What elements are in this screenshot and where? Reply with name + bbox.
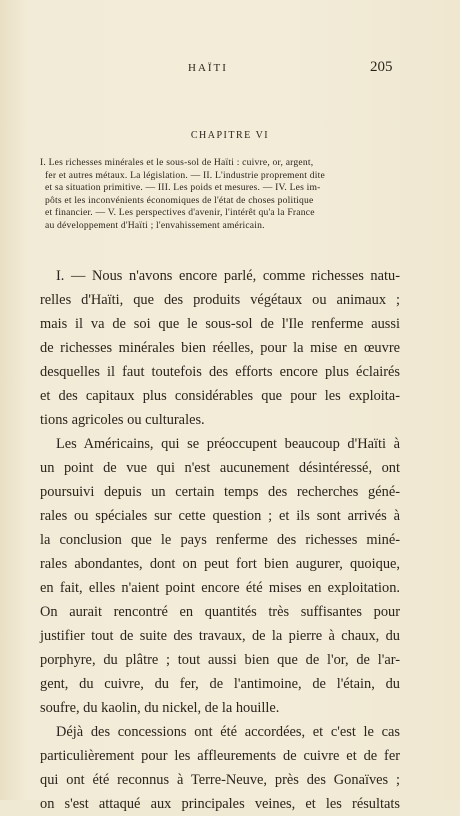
- body-line: Déjà des concessions ont été accordées, et c'est le cas: [56, 724, 400, 740]
- body-line: qui ont été reconnus à Terre-Neuve, près des Gonaïves ;: [40, 772, 400, 788]
- body-line: rales abondantes, dont on peut fort bien augurer, quoique,: [40, 556, 400, 572]
- body-line: desquelles il faut toutefois des efforts encore plus éclairés: [40, 364, 400, 380]
- running-title: HAÏTI: [188, 62, 228, 74]
- paragraph-3: [40, 720, 400, 816]
- paragraph-1: [40, 264, 400, 432]
- body-line: de richesses minérales bien réelles, pour la mise en œuvre: [40, 340, 400, 356]
- paragraph-2: [40, 432, 400, 720]
- body-line: justifier tout de suite des travaux, de la pierre à chaux, du: [40, 628, 400, 644]
- body-line: un point de vue qui n'est aucunement désintéressé, ont: [40, 460, 400, 476]
- body-line: Les Américains, qui se préoccupent beaucoup d'Haïti à: [56, 436, 400, 452]
- summary-line: et financier. — V. Les perspectives d'avenir, l'intérêt qu'a la France: [45, 207, 315, 219]
- body-text: [40, 264, 400, 816]
- body-line: en fait, elles n'aient point encore été mises en exploitation.: [40, 580, 400, 596]
- summary-line: et sa situation primitive. — III. Les poids et mesures. — IV. Les im-: [45, 182, 321, 194]
- summary-line: au développement d'Haïti ; l'envahissement américain.: [45, 219, 265, 231]
- chapter-summary: [40, 157, 390, 233]
- body-line: gent, du cuivre, du fer, de l'antimoine, de l'étain, du: [40, 676, 400, 692]
- summary-line: pôts et les inconvénients économiques de l'état de choses politique: [45, 194, 314, 206]
- summary-line: I. Les richesses minérales et le sous-sol de Haïti : cuivre, or, argent,: [40, 157, 314, 168]
- body-line: rales ou spéciales sur cette question ; et ils sont arrivés à: [40, 508, 400, 524]
- body-line: mais il va de soi que le sous-sol de l'Ile renferme aussi: [40, 316, 400, 332]
- page-number: 205: [370, 59, 393, 75]
- body-line: relles d'Haïti, que des produits végétaux ou animaux ;: [40, 292, 400, 308]
- summary-line: fer et autres métaux. La législation. — II. L'industrie proprement dite: [45, 169, 325, 181]
- body-line: tions agricoles ou culturales.: [40, 412, 205, 428]
- body-line: on s'est attaqué aux principales veines, et les résultats: [40, 796, 400, 812]
- body-line: la conclusion que le pays renferme des richesses miné-: [40, 532, 400, 548]
- body-line: porphyre, du plâtre ; tout aussi bien que de l'or, de l'ar-: [40, 652, 400, 668]
- chapter-title: CHAPITRE VI: [190, 130, 270, 141]
- body-line: I. — Nous n'avons encore parlé, comme richesses natu-: [56, 268, 400, 284]
- body-line: particulièrement pour les affleurements de cuivre et de fer: [40, 748, 400, 764]
- body-line: poursuivi depuis un certain temps des recherches géné-: [40, 484, 400, 500]
- body-line: soufre, du kaolin, du nickel, de la houille.: [40, 700, 280, 716]
- body-line: On aurait rencontré en quantités très suffisantes pour: [40, 604, 400, 620]
- running-head: [0, 59, 460, 78]
- body-line: et des capitaux plus considérables que pour les exploita-: [40, 388, 400, 404]
